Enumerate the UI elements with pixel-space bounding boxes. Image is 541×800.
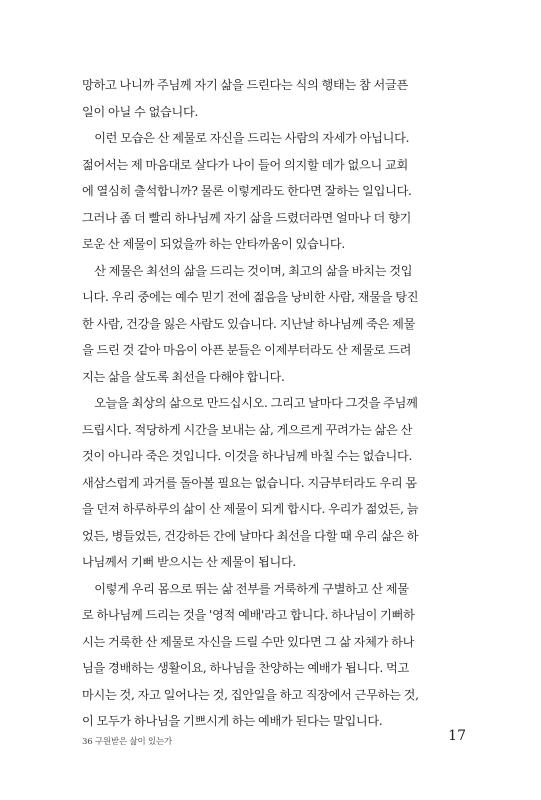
text-line: 젊어서는 제 마음대로 살다가 나이 들어 의지할 데가 없으니 교회	[82, 157, 408, 172]
text-line: 지는 삶을 살도록 최선을 다해야 합니다.	[82, 369, 285, 384]
text-line: 마시는 것, 자고 일어나는 것, 집안일을 하고 직장에서 근무하는 것,	[82, 687, 419, 702]
paragraph-start-line: 이런 모습은 산 제물로 자신을 드리는 사람의 자세가 아닙니다.	[94, 131, 410, 145]
text-line: 에 열심히 출석합니까? 물론 이렇게라도 한다면 잘하는 일입니다.	[82, 184, 412, 198]
text-line: 그러나 좀 더 빨리 하나님께 자기 삶을 드렸더라면 얼마나 더 향기	[82, 210, 412, 225]
running-footer-title: 36 구원받은 삶이 있는가	[82, 737, 173, 747]
text-line: 시는 거룩한 산 제물로 자신을 드릴 수만 있다면 그 삶 자체가 하나	[82, 634, 415, 649]
paragraph-start-line: 이렇게 우리 몸으로 뛰는 삶 전부를 거룩하게 구별하고 산 제물	[94, 581, 409, 596]
text-line: 이 모두가 하나님을 기쁘시게 하는 예배가 된다는 말입니다.	[82, 714, 383, 728]
text-line: 었든, 병들었든, 건강하든 간에 날마다 최선을 다할 때 우리 삶은 하	[82, 528, 419, 543]
text-line: 것이 아니라 죽은 것입니다. 이것을 하나님께 바칠 수는 없습니다.	[82, 449, 413, 463]
paragraph-start-line: 오늘을 최상의 삶으로 만드십시오. 그리고 날마다 그것을 주님께	[94, 396, 418, 410]
text-line: 을 드린 것 같아 마음이 아픈 분들은 이제부터라도 산 제물로 드려	[82, 343, 412, 357]
text-line: 일이 아닐 수 없습니다.	[82, 104, 199, 119]
text-line: 한 사람, 건강을 잃은 사람도 있습니다. 지난날 하나님께 죽은 제물	[82, 316, 416, 331]
paragraph-start-line: 산 제물은 최선의 삶을 드리는 것이며, 최고의 삶을 바치는 것입	[94, 263, 413, 278]
body-text	[82, 72, 464, 735]
text-line: 로운 산 제물이 되었을까 하는 안타까움이 있습니다.	[82, 237, 345, 251]
text-line: 망하고 나니까 주님께 자기 삶을 드린다는 식의 행태는 참 서글픈	[82, 78, 408, 92]
page-number: 17	[448, 728, 466, 744]
text-line: 드립시다. 적당하게 시간을 보내는 삶, 게으르게 꾸려가는 삶은 산	[82, 422, 413, 437]
text-line: 나님께서 기뻐 받으시는 산 제물이 됩니다.	[82, 555, 296, 569]
text-line: 니다. 우리 중에는 예수 믿기 전에 젊음을 낭비한 사람, 재물을 탕진	[82, 290, 419, 304]
text-line: 님을 경배하는 생활이요, 하나님을 찬양하는 예배가 됩니다. 먹고	[82, 661, 409, 675]
text-line: 로 하나님께 드리는 것을 '영적 예배'라고 합니다. 하나님이 기뻐하	[82, 608, 415, 622]
text-line: 새삼스럽게 과거를 돌아볼 필요는 없습니다. 지금부터라도 우리 몸	[82, 475, 417, 490]
text-line: 을 던져 하루하루의 삶이 산 제물이 되게 합시다. 우리가 젊었든, 늙	[82, 502, 419, 516]
